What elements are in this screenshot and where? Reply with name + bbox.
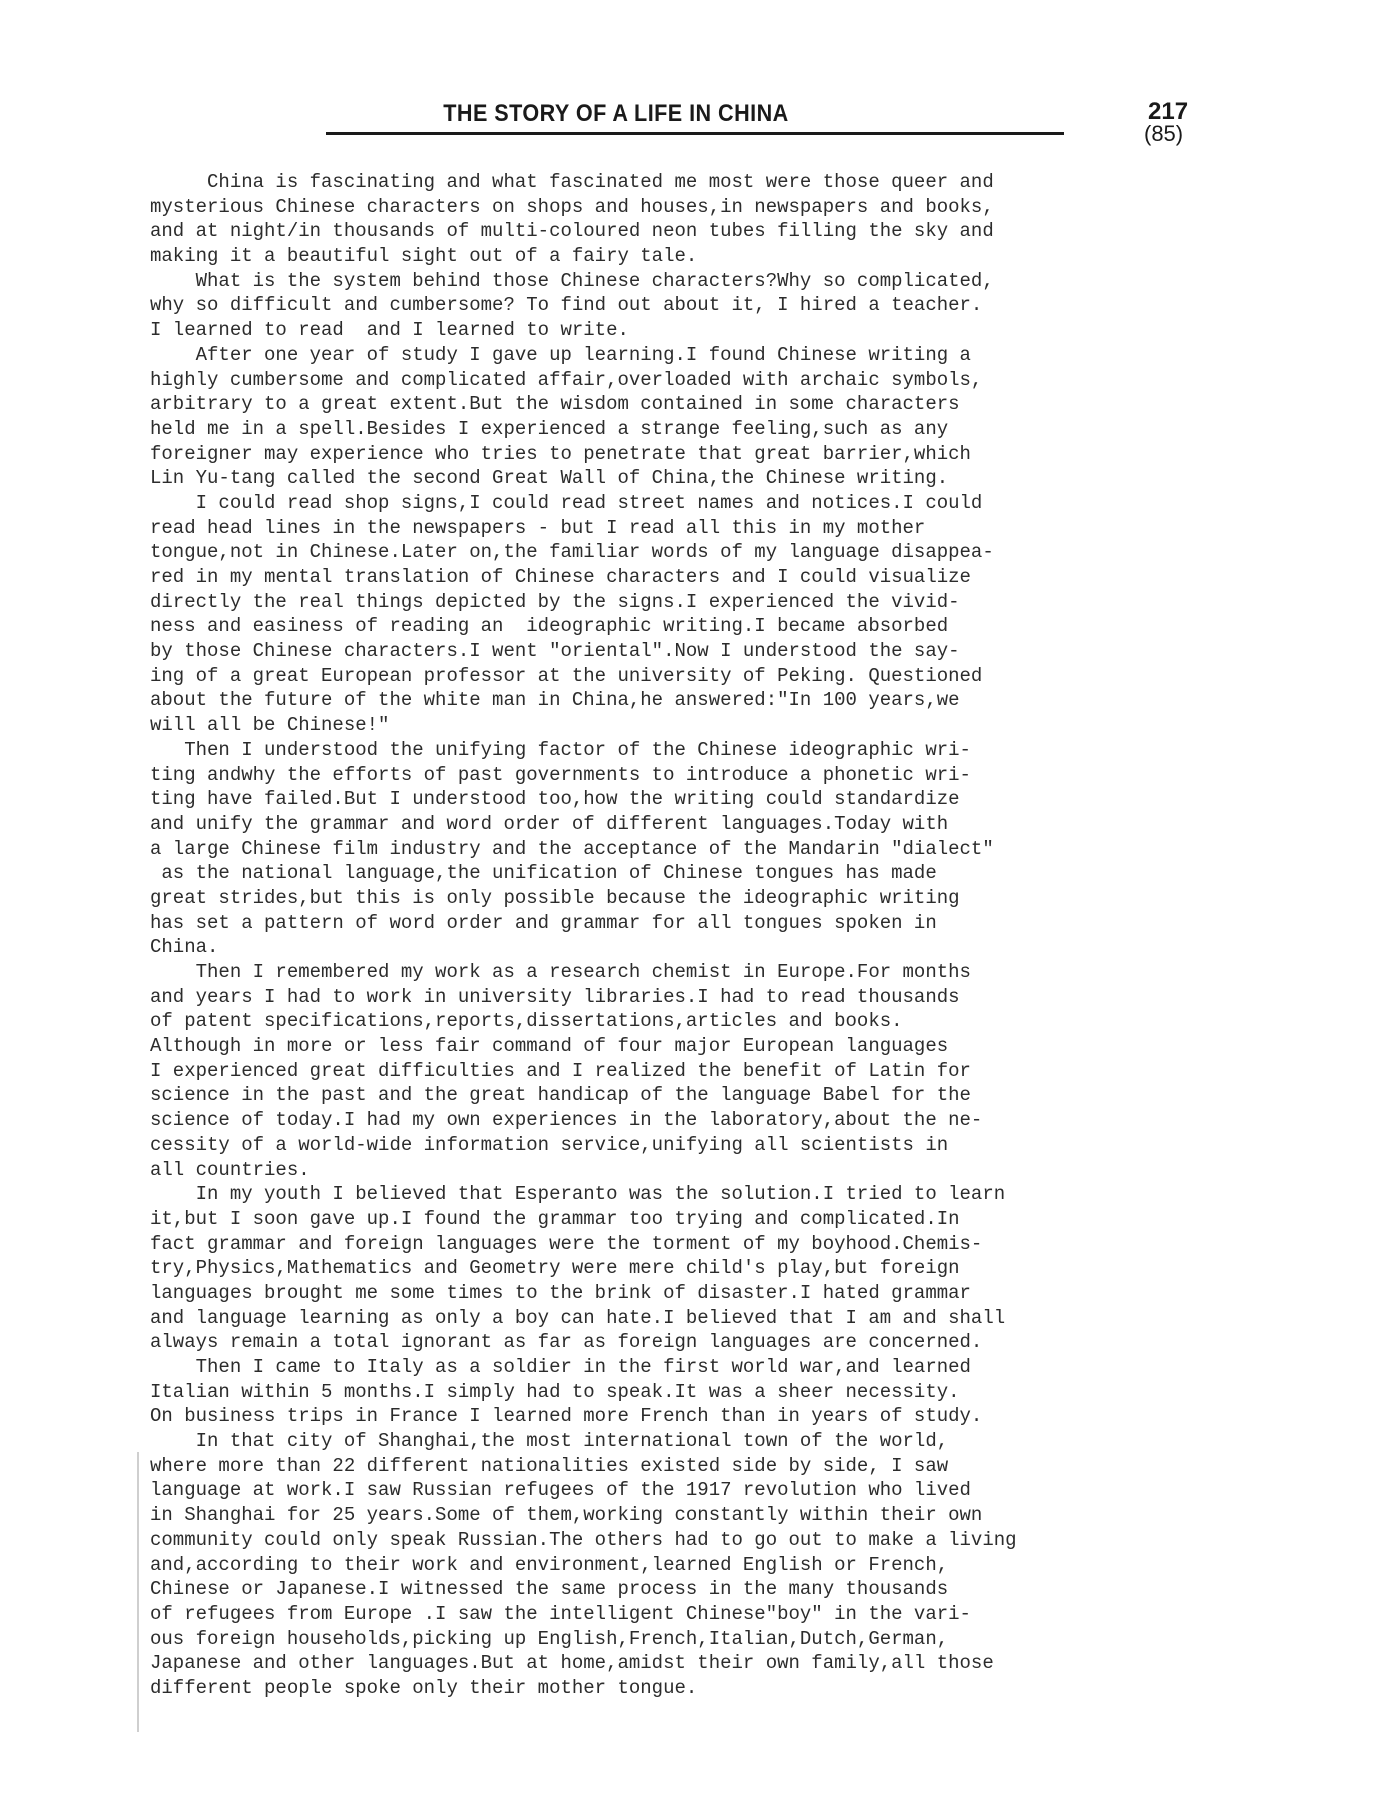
text-line: always remain a total ignorant as far as foreign languages are concerned. [150,1331,983,1354]
text-line: languages brought me some times to the brink of disaster.I hated grammar [150,1281,971,1304]
text-line: and years I had to work in university libraries.I had to read thousands [150,985,960,1008]
text-line: ting have failed.But I understood too,how the writing could standardize [150,788,960,811]
text-line: where more than 22 different nationalities existed side by side, I saw [150,1454,949,1477]
text-line: held me in a spell.Besides I experienced a strange feeling,such as any [150,417,949,440]
text-line: Chinese or Japanese.I witnessed the same process in the many thousands [150,1578,949,1601]
text-line: all countries. [150,1158,310,1181]
text-line: I experienced great difficulties and I realized the benefit of Latin for [150,1059,971,1082]
text-line: by those Chinese characters.I went "oriental".Now I understood the say- [150,640,960,663]
text-line: mysterious Chinese characters on shops and houses,in newspapers and books, [150,195,994,218]
text-line: What is the system behind those Chinese characters?Why so complicated, [150,269,994,292]
text-line: I learned to read and I learned to write. [150,319,629,342]
text-line: making it a beautiful sight out of a fairy tale. [150,245,698,268]
text-line: and,according to their work and environment,learned English or French, [150,1553,949,1576]
text-line: tongue,not in Chinese.Later on,the familiar words of my language disappea- [150,541,994,564]
text-line: it,but I soon gave up.I found the grammar too trying and complicated.In [150,1207,960,1230]
page-number: 217 [1148,98,1189,125]
text-line: in Shanghai for 25 years.Some of them,working constantly within their own [150,1504,983,1527]
text-line: different people spoke only their mother tongue. [150,1676,698,1699]
text-line: community could only speak Russian.The others had to go out to make a living [150,1528,1017,1551]
text-line: highly cumbersome and complicated affair,overloaded with archaic symbols, [150,368,983,391]
text-line: I could read shop signs,I could read street names and notices.I could [150,491,983,514]
text-line: Then I came to Italy as a soldier in the first world war,and learned [150,1356,971,1378]
text-line: try,Physics,Mathematics and Geometry were mere child's play,but foreign [150,1257,960,1280]
text-line: ness and easiness of reading an ideographic writing.I became absorbed [150,615,949,638]
page-number-alt: (85) [1144,121,1184,146]
page-title: THE STORY OF A LIFE IN CHINA [443,100,789,127]
text-line: and unify the grammar and word order of different languages.Today with [150,812,949,835]
text-line: arbitrary to a great extent.But the wisdom contained in some characters [150,393,960,416]
text-line: about the future of the white man in China,he answered:"In 100 years,we [150,689,960,712]
text-line: red in my mental translation of Chinese characters and I could visualize [150,566,971,588]
text-line: why so difficult and cumbersome? To find out about it, I hired a teacher. [150,294,983,317]
text-line: foreigner may experience who tries to penetrate that great barrier,which [150,442,971,465]
text-line: of patent specifications,reports,dissertations,articles and books. [150,1010,903,1033]
text-line: will all be Chinese!" [150,714,390,737]
text-line: great strides,but this is only possible because the ideographic writing [150,886,960,909]
text-line: science in the past and the great handicap of the language Babel for the [150,1084,971,1107]
text-line: Japanese and other languages.But at home,amidst their own family,all those [150,1652,994,1675]
text-line: On business trips in France I learned more French than in years of study. [150,1405,983,1428]
text-line: In my youth I believed that Esperanto was the solution.I tried to learn [150,1183,1006,1206]
margin-mark [137,1452,139,1732]
text-line: Then I understood the unifying factor of the Chinese ideographic wri- [150,738,971,761]
text-line: read head lines in the newspapers - but I read all this in my mother [150,516,926,539]
text-line: as the national language,the unification of Chinese tongues has made [150,862,937,885]
text-line: China. [150,936,219,959]
text-line: ting andwhy the efforts of past governments to introduce a phonetic wri- [150,763,971,786]
text-line: In that city of Shanghai,the most international town of the world, [150,1430,949,1453]
body-text [150,170,1270,1701]
text-line: and language learning as only a boy can hate.I believed that I am and shall [150,1306,1006,1329]
text-line: Italian within 5 months.I simply had to speak.It was a sheer necessity. [150,1380,960,1403]
text-line: cessity of a world-wide information service,unifying all scientists in [150,1133,949,1156]
text-line: After one year of study I gave up learning.I found Chinese writing a [150,343,971,366]
text-line: of refugees from Europe .I saw the intelligent Chinese"boy" in the vari- [150,1602,971,1625]
text-line: Then I remembered my work as a research chemist in Europe.For months [150,961,971,983]
text-line: a large Chinese film industry and the acceptance of the Mandarin "dialect" [150,837,994,860]
text-line: language at work.I saw Russian refugees of the 1917 revolution who lived [150,1479,971,1502]
text-line: has set a pattern of word order and grammar for all tongues spoken in [150,911,937,934]
text-line: and at night/in thousands of multi-coloured neon tubes filling the sky and [150,220,994,243]
text-line: fact grammar and foreign languages were the torment of my boyhood.Chemis- [150,1232,983,1255]
header-rule [326,132,1064,135]
text-line: science of today.I had my own experiences in the laboratory,about the ne- [150,1109,983,1132]
text-line: Lin Yu-tang called the second Great Wall of China,the Chinese writing. [150,467,949,490]
text-line: ing of a great European professor at the university of Peking. Questioned [150,664,983,687]
text-line: directly the real things depicted by the signs.I experienced the vivid- [150,590,960,613]
text-line: ous foreign households,picking up English,French,Italian,Dutch,German, [150,1627,949,1650]
text-line: China is fascinating and what fascinated me most were those queer and [150,171,994,193]
text-line: Although in more or less fair command of four major European languages [150,1035,949,1058]
